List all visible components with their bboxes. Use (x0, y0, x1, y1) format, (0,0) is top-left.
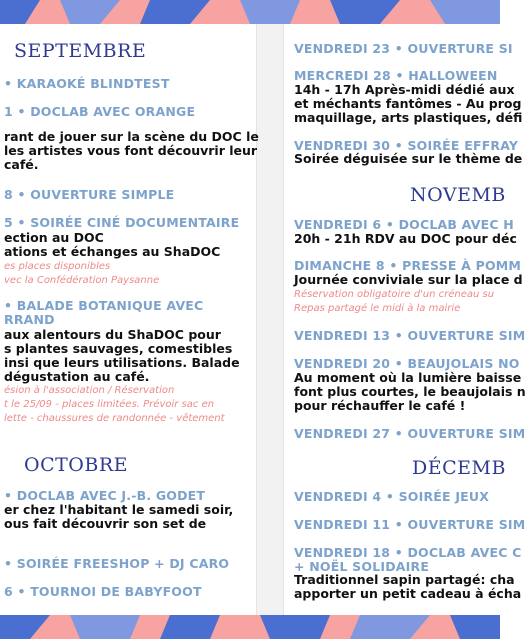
event-body-line: Soirée déguisée sur le thème de (294, 151, 523, 166)
event-title: • DOCLAB AVEC J.-B. GODET (4, 488, 206, 503)
event-body-line: font plus courtes, le beaujolais n (294, 384, 526, 399)
event-body-line: 20h - 21h RDV au DOC pour déc (294, 231, 517, 246)
calendar-page (0, 24, 526, 615)
month-heading-octobre: OCTOBRE (24, 454, 129, 476)
event-note: t le 25/09 - places limitées. Prévoir sac en (4, 399, 215, 410)
event-body-line: Au moment où la lumière baisse (294, 370, 522, 385)
event-title: RRAND (4, 312, 55, 327)
event-title: DIMANCHE 8 • PRESSE À POMM (294, 258, 522, 273)
event-note: Réservation obligatoire d'un créneau su (294, 289, 495, 300)
event-body-line: ations et échanges au ShaDOC (4, 244, 221, 259)
event-title: • KARAOKÉ BLINDTEST (4, 76, 170, 91)
event-body-line: s plantes sauvages, comestibles (4, 341, 233, 356)
event-title: 1 • DOCLAB AVEC ORANGE (4, 104, 196, 119)
event-body-line: insi que leurs utilisations. Balade (4, 355, 240, 370)
event-title: VENDREDI 30 • SOIRÉE EFFRAY (294, 138, 519, 153)
event-title: VENDREDI 27 • OUVERTURE SIM (294, 426, 526, 441)
event-title: • SOIRÉE FREESHOP + DJ CARO (4, 556, 230, 571)
event-title: • BALADE BOTANIQUE AVEC (4, 298, 204, 313)
event-title: 6 • TOURNOI DE BABYFOOT (4, 584, 202, 599)
event-body-line: pour réchauffer le café ! (294, 398, 466, 413)
event-note: ésion à l'association / Réservation (4, 385, 175, 396)
event-title: VENDREDI 23 • OUVERTURE SI (294, 41, 513, 56)
right-column (292, 24, 526, 615)
event-body-line: ection au DOC (4, 230, 104, 245)
event-title: VENDREDI 13 • OUVERTURE SIM (294, 328, 526, 343)
event-title: VENDREDI 4 • SOIRÉE JEUX (294, 489, 490, 504)
event-title: VENDREDI 18 • DOCLAB AVEC C (294, 545, 522, 560)
event-note: vec la Confédération Paysanne (4, 275, 160, 286)
event-title: + NOËL SOLIDAIRE (294, 559, 430, 574)
event-title: 5 • SOIRÉE CINÉ DOCUMENTAIRE (4, 215, 240, 230)
event-title: VENDREDI 20 • BEAUJOLAIS NO (294, 356, 520, 371)
event-title: VENDREDI 6 • DOCLAB AVEC H (294, 217, 514, 232)
event-title: VENDREDI 11 • OUVERTURE SIM (294, 517, 526, 532)
left-column (0, 24, 259, 615)
event-body-line: apporter un petit cadeau à écha (294, 586, 522, 601)
event-body-line: Traditionnel sapin partagé: cha (294, 572, 515, 587)
month-heading-septembre: SEPTEMBRE (14, 40, 147, 62)
event-body-line: 14h - 17h Après-midi dédié aux (294, 82, 515, 97)
event-body-line: ous fait découvrir son set de (4, 516, 207, 531)
event-note: Repas partagé le midi à la mairie (294, 303, 461, 314)
page-fold (256, 24, 284, 615)
event-body-line: Journée conviviale sur la place d (294, 272, 523, 287)
event-body-line: aux alentours du ShaDOC pour (4, 327, 221, 342)
event-body-line: et méchants fantômes - Au prog (294, 96, 522, 111)
event-body-line: café. (4, 157, 39, 172)
event-note: es places disponibles (4, 261, 111, 272)
month-heading-decembre: DÉCEMB (412, 457, 506, 479)
event-body-line: er chez l'habitant le samedi soir, (4, 502, 234, 517)
event-body-line: rant de jouer sur la scène du DOC le (4, 129, 259, 144)
event-body-line: les artistes vous font découvrir leur (4, 143, 258, 158)
event-title: 8 • OUVERTURE SIMPLE (4, 187, 175, 202)
event-note: lette - chaussures de randonnée - vêtement (4, 413, 225, 424)
event-body-line: dégustation au café. (4, 369, 150, 384)
event-body-line: maquillage, arts plastiques, défi (294, 110, 523, 125)
event-title: MERCREDI 28 • HALLOWEEN (294, 68, 498, 83)
month-heading-novembre: NOVEMB (410, 184, 506, 206)
